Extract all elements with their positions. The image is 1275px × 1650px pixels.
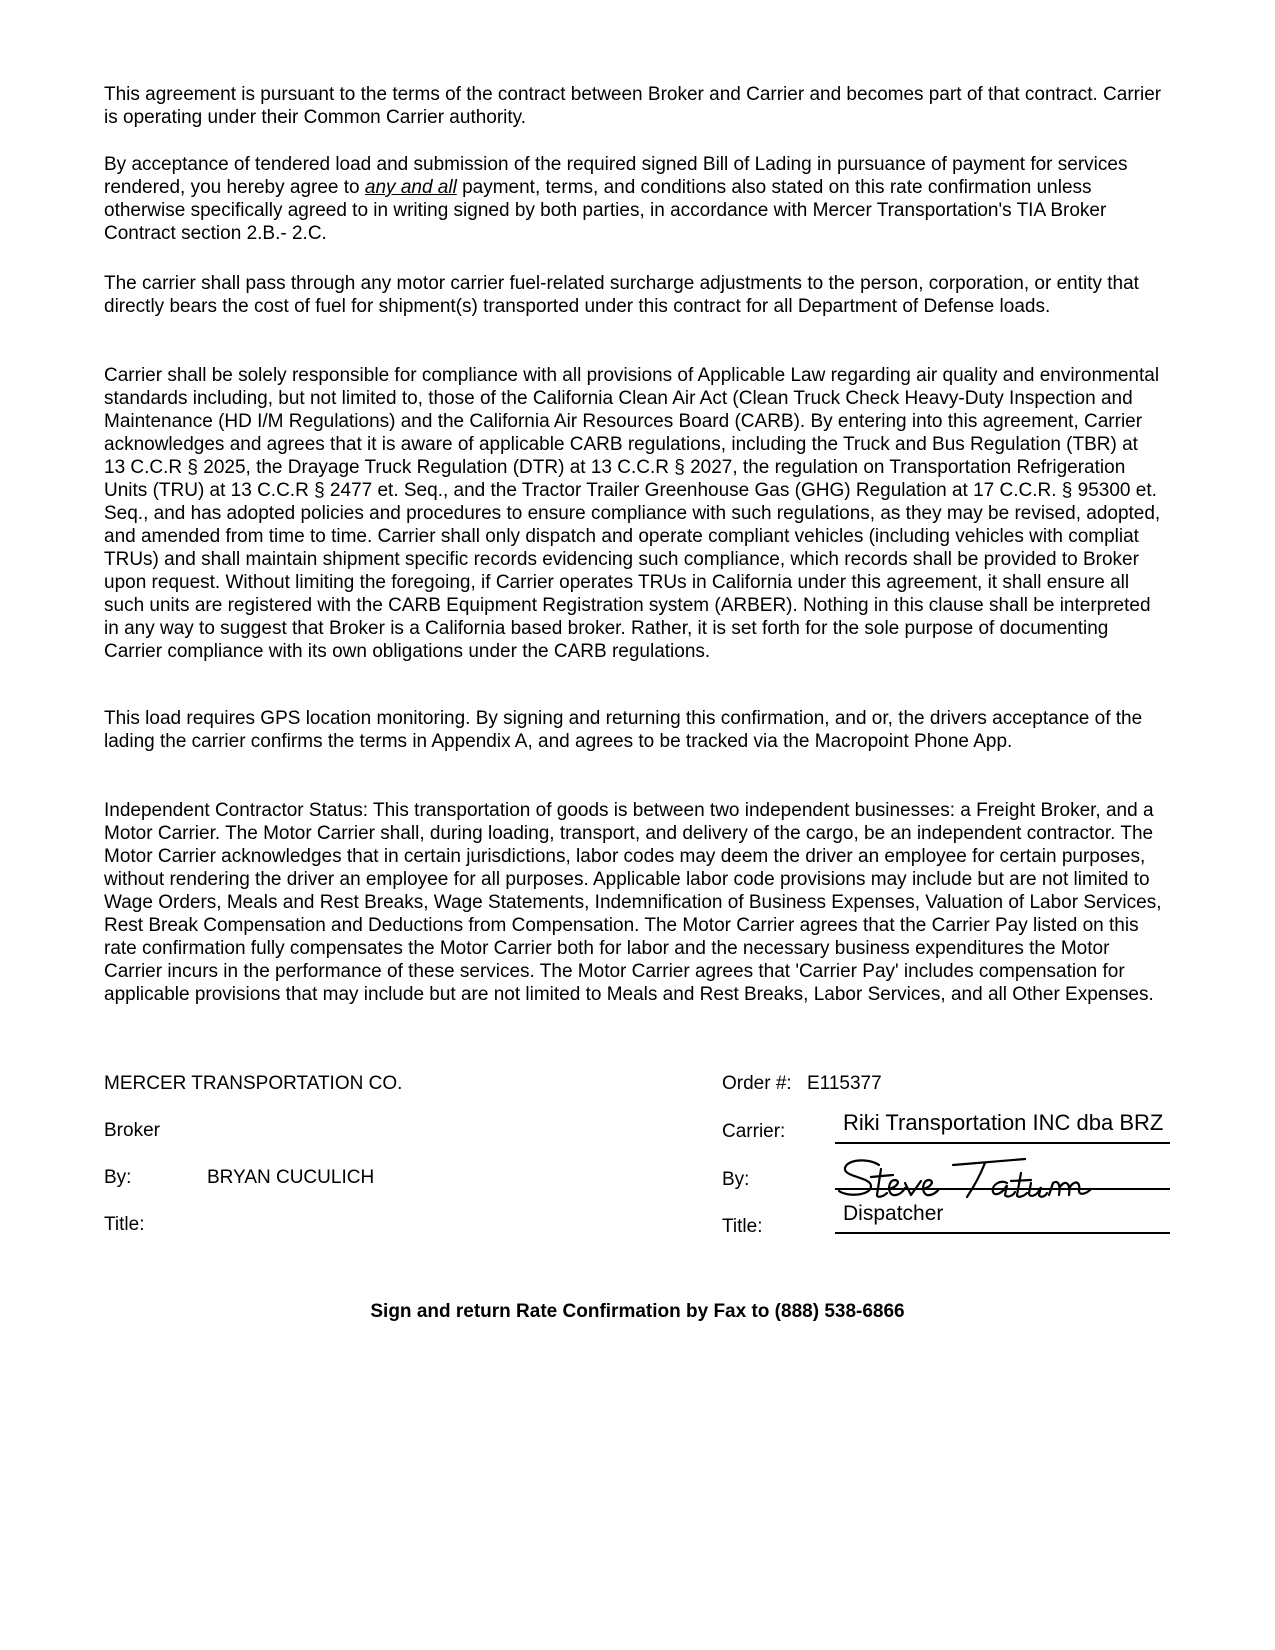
agreement-paragraph: This agreement is pursuant to the terms of the contract between Broker and Carrier and becomes part of that contract. Carrier is operating under their Common Carrier authority.	[104, 84, 1162, 128]
order-number-label: Order #:	[722, 1073, 792, 1094]
broker-company-name: MERCER TRANSPORTATION CO.	[104, 1073, 403, 1094]
gps-monitoring-paragraph: This load requires GPS location monitoring. By signing and returning this confirmation, and or, the drivers acceptance of the lading the carrier confirms the terms in Appendix A, and agrees to be tracked via the Macropoint Phone App.	[104, 708, 1143, 752]
carrier-by-label: By:	[722, 1169, 750, 1190]
carrier-title-label: Title:	[722, 1216, 763, 1237]
acceptance-paragraph	[104, 153, 1164, 245]
broker-signer-name: BRYAN CUCULICH	[207, 1167, 375, 1188]
acceptance-text-end: payment, terms, and conditions also stated on this rate confirmation unless otherwise specifically agreed to in writing signed by both parties, in accordance with Mercer Transportation's TIA Broker Contract section 2.B.- 2.C.	[104, 177, 1107, 244]
broker-by-label: By:	[104, 1167, 132, 1188]
order-number-value: E115377	[807, 1073, 882, 1094]
broker-title-label: Title:	[104, 1214, 145, 1235]
carrier-signature	[835, 1155, 1135, 1205]
acceptance-text-start: By acceptance of tendered load and submission of the required signed Bill of Lading in pursuance of payment for services rendered, you hereby agree to	[104, 154, 1128, 198]
broker-role-label: Broker	[104, 1120, 160, 1141]
carrier-name-value: Riki Transportation INC dba BRZ	[843, 1110, 1164, 1135]
fax-return-instruction: Sign and return Rate Confirmation by Fax to (888) 538-6866	[370, 1301, 905, 1322]
carb-compliance-paragraph: Carrier shall be solely responsible for compliance with all provisions of Applicable Law regarding air quality and environmental standards including, but not limited to, those of the California Clean Air Act (Clean Truck Check Heavy-Duty Inspection and Maintenance (HD I/M Regulations) and the California Air Resources Board (CARB). By entering into this agreement, Carrier acknowledges and agrees that it is aware of applicable CARB regulations, including the Truck and Bus Regulation (TBR) at 13 C.C.R § 2025, the Drayage Truck Regulation (DTR) at 13 C.C.R § 2027, the regulation on Transportation Refrigeration Units (TRU) at 13 C.C.R § 2477 et. Seq., and the Tractor Trailer Greenhouse Gas (GHG) Regulation at 17 C.C.R. § 95300 et. Seq., and has adopted policies and procedures to ensure compliance with such regulations, as they may be revised, adopted, and amended from time to time. Carrier shall only dispatch and operate compliant vehicles (including vehicles with compliat TRUs) and shall maintain shipment specific records evidencing such compliance, which records shall be provided to Broker upon request. Without limiting the foregoing, if Carrier operates TRUs in California under this agreement, it shall ensure all such units are registered with the CARB Equipment Registration system (ARBER). Nothing in this clause shall be interpreted in any way to suggest that Broker is a California based broker. Rather, it is set forth for the sole purpose of documenting Carrier compliance with its own obligations under the CARB regulations.	[104, 365, 1161, 662]
independent-contractor-paragraph: Independent Contractor Status: This transportation of goods is between two independent businesses: a Freight Broker, and a Motor Carrier. The Motor Carrier shall, during loading, transport, and delivery of the cargo, be an independent contractor. The Motor Carrier acknowledges that in certain jurisdictions, labor codes may deem the driver an employee for certain purposes, without rendering the driver an employee for all purposes. Applicable labor code provisions may include but are not limited to Wage Orders, Meals and Rest Breaks, Wage Statements, Indemnification of Business Expenses, Valuation of Labor Services, Rest Break Compensation and Deductions from Compensation. The Motor Carrier agrees that the Carrier Pay listed on this rate confirmation fully compensates the Motor Carrier both for labor and the necessary business expenditures the Motor Carrier incurs in the performance of these services. The Motor Carrier agrees that 'Carrier Pay' includes compensation for applicable provisions that may include but are not limited to Meals and Rest Breaks, Labor Services, and all Other Expenses.	[104, 800, 1162, 1005]
carrier-title-value: Dispatcher	[843, 1202, 944, 1225]
carrier-name-line	[835, 1142, 1170, 1144]
fuel-surcharge-paragraph: The carrier shall pass through any motor carrier fuel-related surcharge adjustments to the person, corporation, or entity that directly bears the cost of fuel for shipment(s) transported under this contract for all Department of Defense loads.	[104, 273, 1139, 317]
carrier-signature-line	[835, 1188, 1170, 1190]
acceptance-emphasis: any and all	[364, 177, 457, 198]
carrier-label: Carrier:	[722, 1121, 786, 1142]
carrier-title-line	[835, 1232, 1170, 1234]
